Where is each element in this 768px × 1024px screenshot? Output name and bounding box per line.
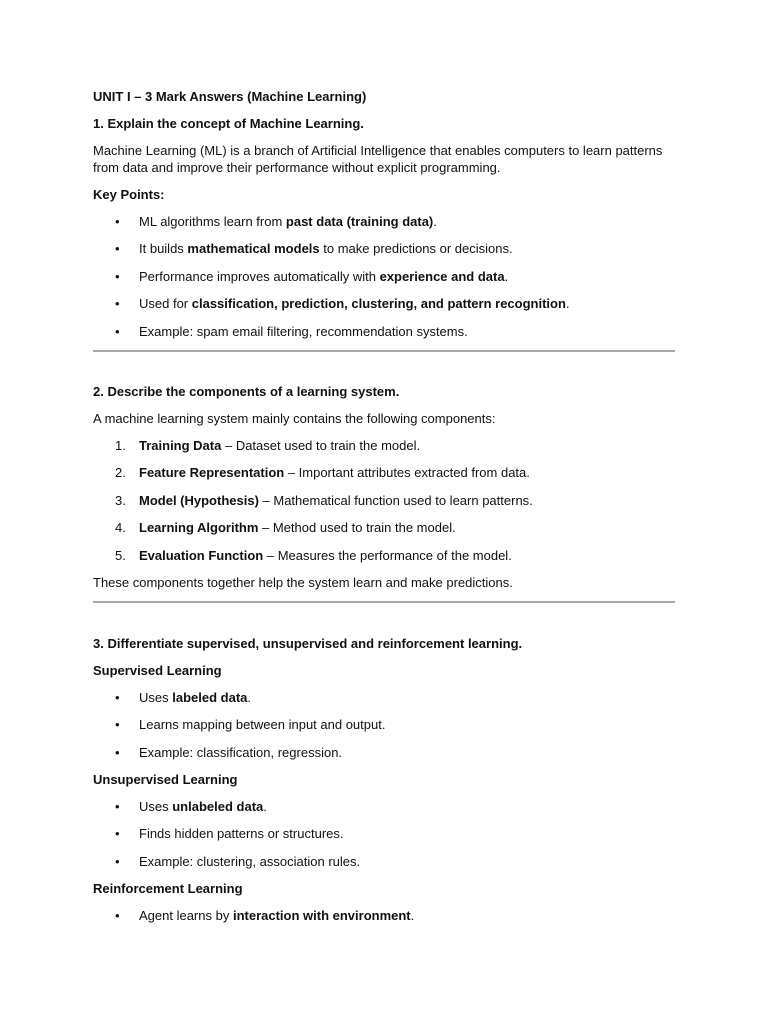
list-item: • Learns mapping between input and output.: [115, 717, 386, 733]
question-3-section: [93, 635, 675, 924]
bullet-marker: •: [115, 241, 120, 257]
number-marker: 1.: [115, 437, 126, 453]
list-item: 4. Learning Algorithm – Method used to train the model.: [115, 520, 456, 536]
question-1-intro: Machine Learning (ML) is a branch of Artificial Intelligence that enables computers to learn patterns from data and improve their performance without explicit programming.: [93, 143, 663, 175]
list-item: 2. Feature Representation – Important attributes extracted from data.: [115, 465, 530, 481]
supervised-heading: Supervised Learning: [93, 662, 222, 678]
list-item: • Finds hidden patterns or structures.: [115, 826, 344, 842]
reinforcement-list: [93, 907, 675, 924]
key-points-label: Key Points:: [93, 187, 165, 202]
question-3-title: 3. Differentiate supervised, unsupervised and reinforcement learning.: [93, 635, 523, 651]
section-divider: [93, 350, 675, 352]
bullet-marker: •: [115, 268, 120, 284]
bullet-marker: •: [115, 717, 120, 733]
list-item: 1. Training Data – Dataset used to train the model.: [115, 437, 421, 453]
list-item: 3. Model (Hypothesis) – Mathematical function used to learn patterns.: [115, 492, 533, 508]
list-item: • Uses labeled data.: [115, 689, 251, 705]
bullet-marker: •: [115, 214, 120, 229]
key-points-list: [93, 213, 675, 340]
list-item: • Performance improves automatically with experience and data.: [115, 268, 509, 284]
bullet-marker: •: [115, 908, 120, 924]
list-item: • Example: clustering, association rules.: [115, 853, 361, 869]
list-item: • Uses unlabeled data.: [115, 799, 267, 815]
unsupervised-heading: Unsupervised Learning: [93, 772, 238, 788]
list-item: • Used for classification, prediction, clustering, and pattern recognition.: [115, 296, 570, 312]
question-2-conclusion: These components together help the system learn and make predictions.: [93, 574, 513, 590]
list-item: 5. Evaluation Function – Measures the performance of the model.: [115, 547, 512, 563]
bullet-marker: •: [115, 296, 120, 312]
list-item: • Example: spam email filtering, recommendation systems.: [115, 323, 468, 339]
list-item: • Example: classification, regression.: [115, 744, 343, 760]
number-marker: 2.: [115, 465, 126, 481]
question-1-section: [93, 115, 675, 340]
bullet-marker: •: [115, 853, 120, 869]
bullet-marker: •: [115, 744, 120, 760]
unsupervised-list: [93, 798, 675, 870]
list-item: • It builds mathematical models to make predictions or decisions.: [115, 241, 513, 257]
number-marker: 4.: [115, 520, 126, 536]
list-item: • Agent learns by interaction with environment.: [115, 908, 415, 924]
number-marker: 3.: [115, 492, 126, 508]
number-marker: 5.: [115, 547, 126, 563]
question-2-title: 2. Describe the components of a learning system.: [93, 383, 400, 399]
question-2-intro: A machine learning system mainly contains the following components:: [93, 410, 496, 426]
question-1-title: 1. Explain the concept of Machine Learning.: [93, 116, 364, 131]
document-title: UNIT I – 3 Mark Answers (Machine Learning): [93, 89, 367, 104]
section-divider: [93, 601, 675, 603]
supervised-list: [93, 689, 675, 761]
reinforcement-heading: Reinforcement Learning: [93, 881, 243, 897]
question-2-section: [93, 383, 675, 591]
bullet-marker: •: [115, 689, 120, 705]
bullet-marker: •: [115, 826, 120, 842]
list-item: • ML algorithms learn from past data (training data).: [115, 214, 437, 229]
bullet-marker: •: [115, 323, 120, 339]
components-list: [93, 437, 675, 564]
bullet-marker: •: [115, 799, 120, 815]
